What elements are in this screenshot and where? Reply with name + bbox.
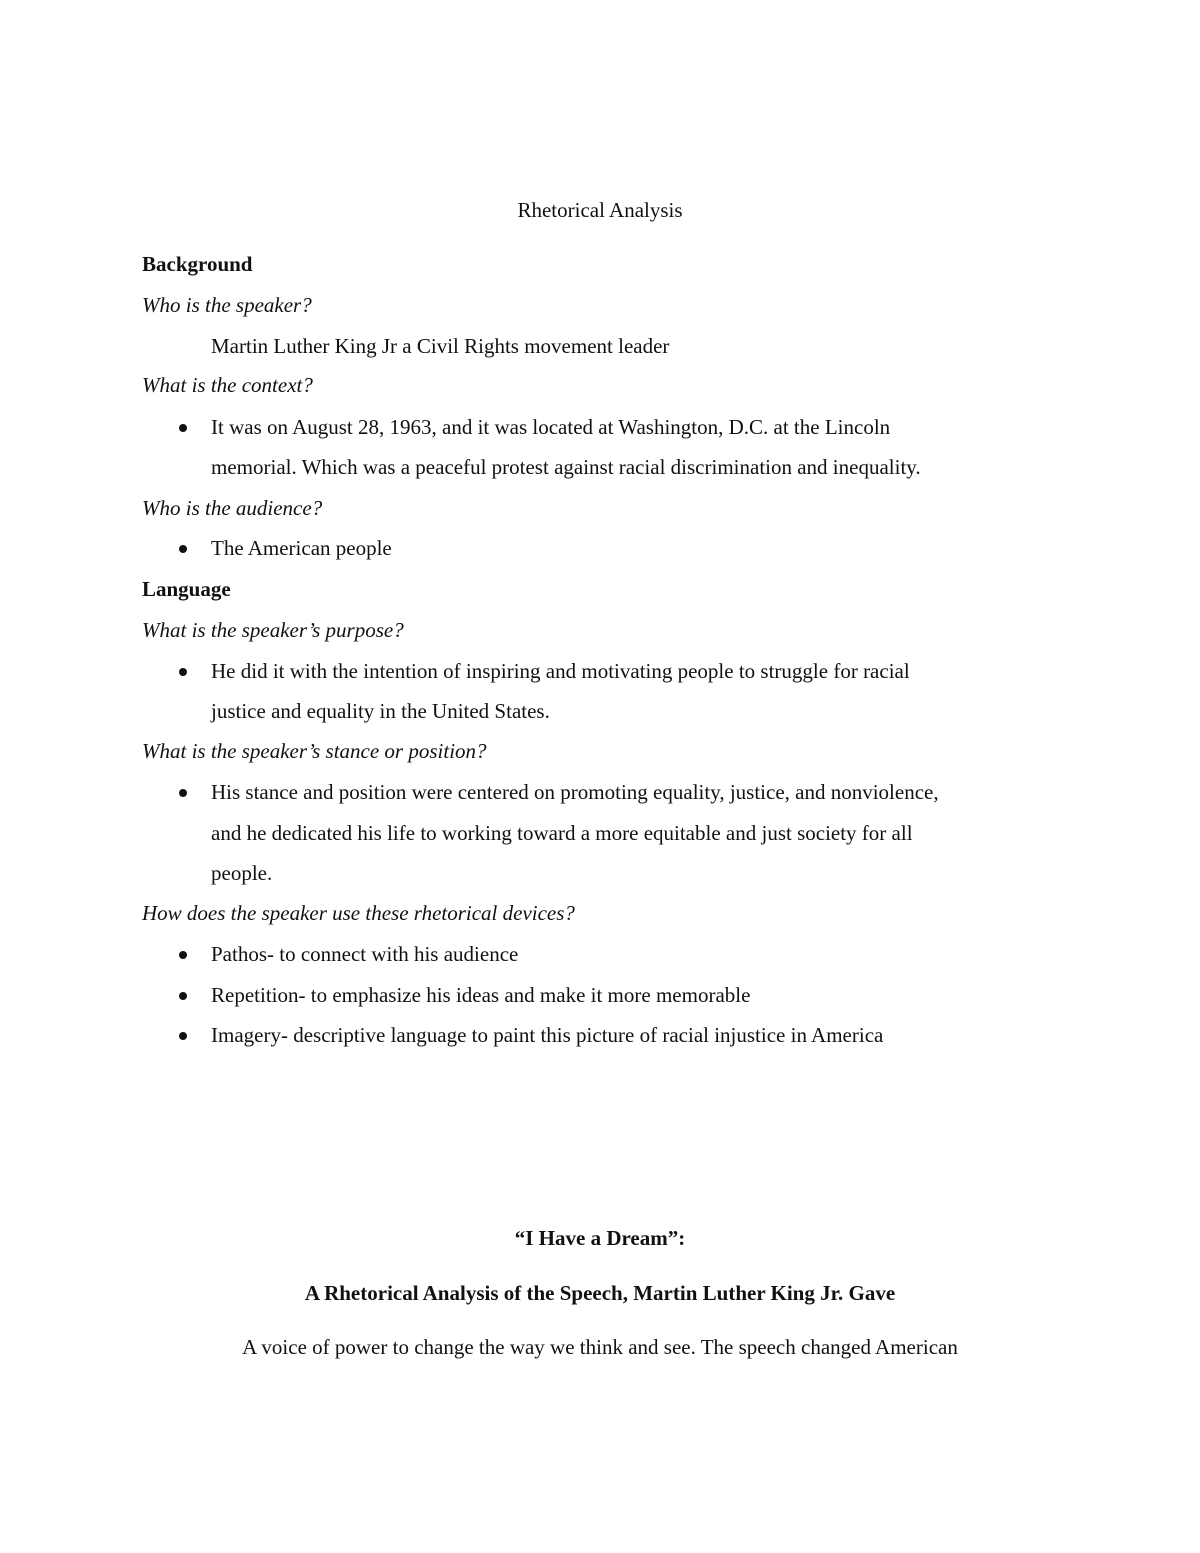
answer-context-line: It was on August 28, 1963, and it was located at Washington, D.C. at the Lincoln — [211, 415, 891, 439]
section-heading-background: Background — [142, 252, 253, 276]
answer-stance-line: people. — [211, 861, 273, 885]
bullet-icon — [179, 951, 187, 959]
device-item: Repetition- to emphasize his ideas and make it more memorable — [211, 983, 751, 1007]
section-heading-language: Language — [142, 577, 231, 601]
bullet-icon — [179, 424, 187, 432]
essay-first-line: A voice of power to change the way we think and see. The speech changed American — [242, 1335, 958, 1359]
answer-context-line: memorial. Which was a peaceful protest against racial discrimination and inequality. — [211, 455, 921, 479]
question-devices: How does the speaker use these rhetorical devices? — [142, 901, 575, 925]
bullet-icon — [179, 992, 187, 1000]
question-purpose: What is the speaker’s purpose? — [142, 618, 404, 642]
bullet-icon — [179, 1032, 187, 1040]
question-audience: Who is the audience? — [142, 496, 323, 520]
essay-title: “I Have a Dream”: — [514, 1226, 686, 1250]
bullet-icon — [179, 789, 187, 797]
question-stance: What is the speaker’s stance or position? — [142, 739, 487, 763]
answer-stance-line: His stance and position were centered on promoting equality, justice, and nonviolence, — [211, 780, 939, 804]
question-speaker: Who is the speaker? — [142, 293, 312, 317]
bullet-icon — [179, 545, 187, 553]
answer-speaker: Martin Luther King Jr a Civil Rights movement leader — [211, 334, 670, 358]
device-item: Imagery- descriptive language to paint this picture of racial injustice in America — [211, 1023, 884, 1047]
answer-purpose-line: justice and equality in the United States. — [211, 699, 550, 723]
bullet-icon — [179, 668, 187, 676]
answer-purpose-line: He did it with the intention of inspiring and motivating people to struggle for racial — [211, 659, 910, 683]
answer-stance-line: and he dedicated his life to working toward a more equitable and just society for all — [211, 821, 913, 845]
answer-audience: The American people — [211, 536, 392, 560]
essay-subtitle: A Rhetorical Analysis of the Speech, Martin Luther King Jr. Gave — [304, 1281, 896, 1305]
question-context: What is the context? — [142, 373, 313, 397]
document-title: Rhetorical Analysis — [517, 198, 683, 222]
device-item: Pathos- to connect with his audience — [211, 942, 519, 966]
